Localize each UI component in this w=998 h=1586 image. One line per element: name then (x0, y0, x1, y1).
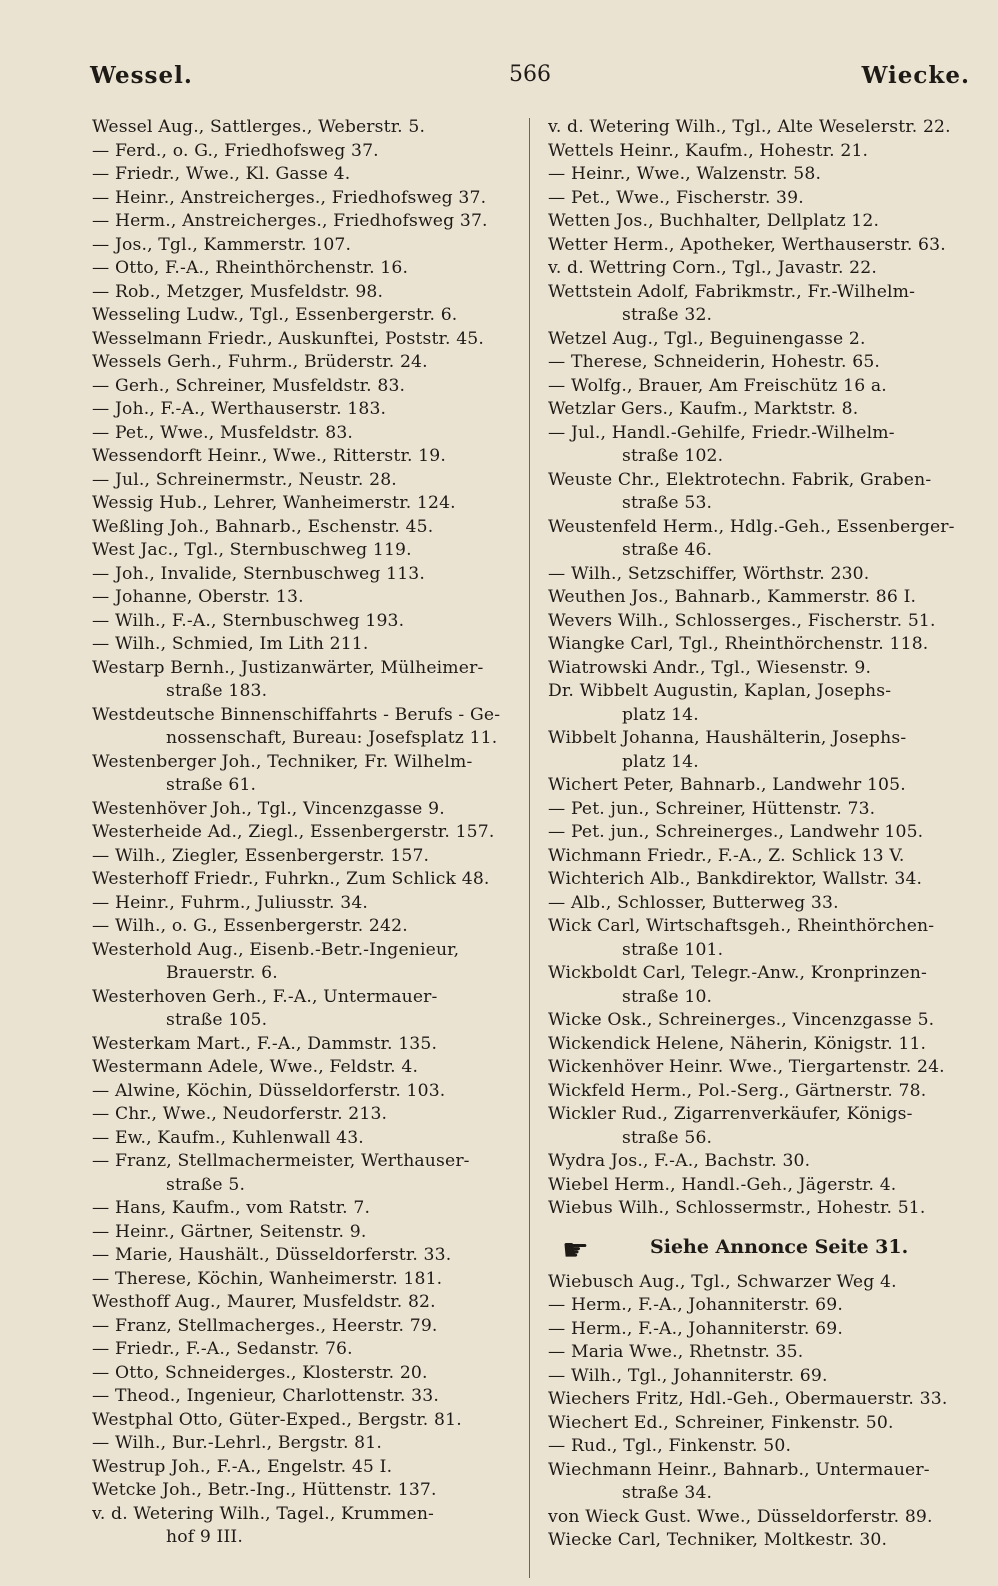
directory-entry: Weuste Chr., Elektrotechn. Fabrik, Graben- (548, 469, 932, 490)
column-divider (529, 118, 530, 1578)
directory-entry: Wessig Hub., Lehrer, Wanheimerstr. 124. (92, 493, 456, 513)
directory-entry: Wickfeld Herm., Pol.-Serg., Gärtnerstr. 78. (548, 1080, 927, 1101)
directory-entry: Westenberger Joh., Techniker, Fr. Wilhelm- (92, 751, 473, 772)
directory-entry: — Joh., Invalide, Sternbuschweg 113. (92, 563, 426, 584)
directory-entry: Wetzlar Gers., Kaufm., Marktstr. 8. (548, 399, 859, 419)
entry-continuation: straße 105. (166, 1010, 268, 1030)
advert-notice (548, 1221, 974, 1271)
entry-continuation: straße 34. (622, 1483, 713, 1503)
directory-entry: Wessel Aug., Sattlerges., Weberstr. 5. (92, 117, 426, 137)
directory-entry: — Chr., Wwe., Neudorferstr. 213. (92, 1104, 388, 1124)
directory-entry: — Pet. jun., Schreiner, Hüttenstr. 73. (548, 798, 876, 819)
directory-entry: — Heinr., Fuhrm., Juliusstr. 34. (92, 892, 369, 913)
entry-continuation: straße 102. (622, 446, 724, 466)
directory-entry: Wydra Jos., F.-A., Bachstr. 30. (548, 1151, 811, 1171)
directory-entry: — Jul., Handl.-Gehilfe, Friedr.-Wilhelm- (548, 422, 895, 443)
directory-entry: v. d. Wetering Wilh., Tagel., Krummen- (92, 1503, 435, 1524)
directory-entry: — Wolfg., Brauer, Am Freischütz 16 a. (548, 375, 887, 396)
entry-continuation: straße 32. (622, 305, 713, 325)
directory-entry: West Jac., Tgl., Sternbuschweg 119. (92, 540, 412, 560)
directory-entry: Wiechmann Heinr., Bahnarb., Untermauer- (548, 1459, 930, 1480)
directory-entry: — Alwine, Köchin, Düsseldorferstr. 103. (92, 1080, 446, 1101)
directory-entry: — Pet., Wwe., Fischerstr. 39. (548, 187, 804, 208)
directory-entry: Wessels Gerh., Fuhrm., Brüderstr. 24. (92, 352, 428, 372)
directory-entry: — Wilh., o. G., Essenbergerstr. 242. (92, 916, 408, 936)
directory-entry: — Jos., Tgl., Kammerstr. 107. (92, 234, 352, 255)
directory-entry: Weßling Joh., Bahnarb., Eschenstr. 45. (92, 516, 434, 537)
directory-entry: — Wilh., F.-A., Sternbuschweg 193. (92, 610, 405, 631)
directory-entry: Wick Carl, Wirtschaftsgeh., Rheinthörchen- (548, 916, 935, 936)
directory-entry: Wesselmann Friedr., Auskunftei, Poststr. 45. (92, 328, 484, 349)
directory-entry: Wiecke Carl, Techniker, Moltkestr. 30. (548, 1530, 888, 1550)
directory-entry: Wichterich Alb., Bankdirektor, Wallstr. 34. (548, 869, 923, 889)
entry-continuation: straße 61. (166, 775, 257, 795)
directory-entry: Wevers Wilh., Schlosserges., Fischerstr. 51. (548, 610, 936, 631)
directory-entry: — Hans, Kaufm., vom Ratstr. 7. (92, 1198, 371, 1218)
directory-entry: Wibbelt Johanna, Haushälterin, Josephs- (548, 728, 907, 748)
entry-continuation: straße 10. (622, 986, 713, 1007)
directory-entry: Westermann Adele, Wwe., Feldstr. 4. (92, 1057, 419, 1077)
directory-entry: Westenhöver Joh., Tgl., Vincenzgasse 9. (92, 798, 445, 819)
directory-entry: — Herm., F.-A., Johanniterstr. 69. (548, 1295, 843, 1315)
directory-entry: Wessendorft Heinr., Wwe., Ritterstr. 19. (92, 446, 446, 466)
directory-entry: Wetter Herm., Apotheker, Werthauserstr. 63. (548, 234, 946, 255)
directory-entry: — Joh., F.-A., Werthauserstr. 183. (92, 399, 387, 419)
directory-entry: von Wieck Gust. Wwe., Düsseldorferstr. 89. (548, 1506, 933, 1527)
directory-entry: — Rob., Metzger, Musfeldstr. 98. (92, 281, 384, 302)
directory-entry: — Ferd., o. G., Friedhofsweg 37. (92, 140, 379, 161)
entry-continuation: straße 101. (622, 939, 724, 960)
directory-entry: — Wilh., Setzschiffer, Wörthstr. 230. (548, 563, 870, 584)
directory-entry: Wiebel Herm., Handl.-Geh., Jägerstr. 4. (548, 1174, 897, 1195)
directory-entry: Wickler Rud., Zigarrenverkäufer, Königs- (548, 1104, 913, 1124)
directory-entry: — Pet. jun., Schreinerges., Landwehr 105. (548, 822, 924, 842)
directory-entry: Wiatrowski Andr., Tgl., Wiesenstr. 9. (548, 657, 872, 678)
directory-entry: Wickenhöver Heinr. Wwe., Tiergartenstr. 24. (548, 1057, 945, 1077)
directory-entry: — Wilh., Bur.-Lehrl., Bergstr. 81. (92, 1433, 382, 1453)
right-column-entries (548, 116, 974, 1221)
directory-entry: — Franz, Stellmachermeister, Werthauser- (92, 1151, 470, 1171)
header-first-name: Wessel. (90, 62, 193, 89)
directory-entry: — Wilh., Schmied, Im Lith 211. (92, 634, 369, 654)
directory-entry: Westerhold Aug., Eisenb.-Betr.-Ingenieur, (92, 939, 460, 960)
directory-entry: — Alb., Schlosser, Butterweg 33. (548, 892, 839, 913)
directory-entry: Wickboldt Carl, Telegr.-Anw., Kronprinzen- (548, 963, 927, 983)
right-column (548, 116, 974, 1553)
directory-entry: Westrup Joh., F.-A., Engelstr. 45 I. (92, 1456, 393, 1477)
directory-entry: — Wilh., Ziegler, Essenbergerstr. 157. (92, 845, 430, 866)
directory-entry: Weustenfeld Herm., Hdlg.-Geh., Essenberger- (548, 516, 955, 537)
entry-continuation: platz 14. (622, 751, 699, 772)
directory-entry: — Maria Wwe., Rhetnstr. 35. (548, 1342, 804, 1362)
page-number: 566 (509, 62, 551, 87)
directory-entry: Wickendick Helene, Näherin, Königstr. 11. (548, 1033, 927, 1054)
directory-entry: Dr. Wibbelt Augustin, Kaplan, Josephs- (548, 681, 892, 701)
directory-entry: — Herm., F.-A., Johanniterstr. 69. (548, 1318, 843, 1339)
left-column (92, 116, 515, 1550)
directory-entry: Weuthen Jos., Bahnarb., Kammerstr. 86 I. (548, 587, 917, 607)
directory-entry: — Heinr., Wwe., Walzenstr. 58. (548, 164, 822, 184)
entry-continuation: nossenschaft, Bureau: Josefsplatz 11. (166, 728, 498, 748)
pointing-hand-icon: ☛ (562, 1232, 589, 1268)
entry-continuation: straße 183. (166, 681, 268, 701)
entry-continuation: hof 9 III. (166, 1527, 243, 1547)
directory-entry: Wiebus Wilh., Schlossermstr., Hohestr. 51. (548, 1198, 926, 1218)
directory-entry: Wiechers Fritz, Hdl.-Geh., Obermauerstr. 33. (548, 1389, 948, 1409)
directory-entry: Wesseling Ludw., Tgl., Essenbergerstr. 6. (92, 305, 458, 325)
advert-text: Siehe Annonce Seite 31. (650, 1235, 909, 1258)
directory-entry: Westerhoff Friedr., Fuhrkn., Zum Schlick 48. (92, 869, 490, 889)
directory-entry: Westhoff Aug., Maurer, Musfeldstr. 82. (92, 1292, 436, 1312)
entry-continuation: straße 56. (622, 1127, 713, 1148)
directory-entry: Wettels Heinr., Kaufm., Hohestr. 21. (548, 140, 869, 161)
directory-entry: — Herm., Anstreicherges., Friedhofsweg 37. (92, 211, 488, 231)
directory-entry: Wetzel Aug., Tgl., Beguinengasse 2. (548, 328, 866, 349)
directory-entry: — Otto, F.-A., Rheinthörchenstr. 16. (92, 258, 409, 278)
directory-entry: Westdeutsche Binnenschiffahrts - Berufs - Ge- (92, 704, 501, 725)
directory-entry: Wetten Jos., Buchhalter, Dellplatz 12. (548, 211, 880, 231)
directory-entry: Westerheide Ad., Ziegl., Essenbergerstr. 157. (92, 822, 495, 842)
directory-entry: — Johanne, Oberstr. 13. (92, 587, 304, 607)
directory-entry: v. d. Wetering Wilh., Tgl., Alte Weselerstr. 22. (548, 117, 951, 137)
directory-entry: — Gerh., Schreiner, Musfeldstr. 83. (92, 375, 406, 396)
directory-entry: — Therese, Köchin, Wanheimerstr. 181. (92, 1268, 443, 1289)
directory-entry: — Heinr., Gärtner, Seitenstr. 9. (92, 1221, 367, 1242)
directory-entry: — Ew., Kaufm., Kuhlenwall 43. (92, 1127, 364, 1148)
directory-entry: — Friedr., F.-A., Sedanstr. 76. (92, 1339, 353, 1359)
directory-entry: — Theod., Ingenieur, Charlottenstr. 33. (92, 1386, 439, 1406)
entry-continuation: straße 46. (622, 540, 713, 560)
entry-continuation: Brauerstr. 6. (166, 963, 278, 983)
directory-entry: Wiebusch Aug., Tgl., Schwarzer Weg 4. (548, 1271, 897, 1292)
directory-entry: — Pet., Wwe., Musfeldstr. 83. (92, 422, 354, 443)
entry-continuation: platz 14. (622, 704, 699, 725)
directory-entry: — Friedr., Wwe., Kl. Gasse 4. (92, 164, 351, 184)
directory-entry: Wiechert Ed., Schreiner, Finkenstr. 50. (548, 1412, 894, 1433)
page-header (90, 62, 970, 96)
directory-entry: — Marie, Haushält., Düsseldorferstr. 33. (92, 1245, 452, 1265)
right-column-entries-after-advert (548, 1271, 974, 1553)
directory-entry: Wichert Peter, Bahnarb., Landwehr 105. (548, 775, 906, 795)
directory-entry: Westarp Bernh., Justizanwärter, Mülheimer- (92, 657, 484, 678)
directory-entry: — Franz, Stellmacherges., Heerstr. 79. (92, 1315, 438, 1336)
directory-entry: — Jul., Schreinermstr., Neustr. 28. (92, 469, 397, 490)
entry-continuation: straße 5. (166, 1174, 246, 1195)
directory-entry: Wicke Osk., Schreinerges., Vincenzgasse 5. (548, 1010, 935, 1030)
directory-entry: Westerkam Mart., F.-A., Dammstr. 135. (92, 1033, 438, 1054)
entry-continuation: straße 53. (622, 493, 713, 513)
directory-entry: Westphal Otto, Güter-Exped., Bergstr. 81. (92, 1409, 462, 1430)
directory-entry: — Rud., Tgl., Finkenstr. 50. (548, 1436, 792, 1456)
directory-entry: Wichmann Friedr., F.-A., Z. Schlick 13 V. (548, 845, 905, 866)
directory-entry: — Wilh., Tgl., Johanniterstr. 69. (548, 1365, 828, 1386)
directory-entry: — Therese, Schneiderin, Hohestr. 65. (548, 352, 881, 372)
directory-entry: Wettstein Adolf, Fabrikmstr., Fr.-Wilhelm- (548, 281, 916, 302)
directory-entry: Westerhoven Gerh., F.-A., Untermauer- (92, 986, 438, 1007)
header-last-name: Wiecke. (861, 62, 970, 89)
directory-entry: — Heinr., Anstreicherges., Friedhofsweg 37. (92, 187, 487, 208)
directory-entry: Wiangke Carl, Tgl., Rheinthörchenstr. 118. (548, 634, 929, 654)
directory-entry: Wetcke Joh., Betr.-Ing., Hüttenstr. 137. (92, 1480, 437, 1500)
directory-entry: — Otto, Schneiderges., Klosterstr. 20. (92, 1362, 428, 1383)
directory-entry: v. d. Wettring Corn., Tgl., Javastr. 22. (548, 258, 877, 278)
